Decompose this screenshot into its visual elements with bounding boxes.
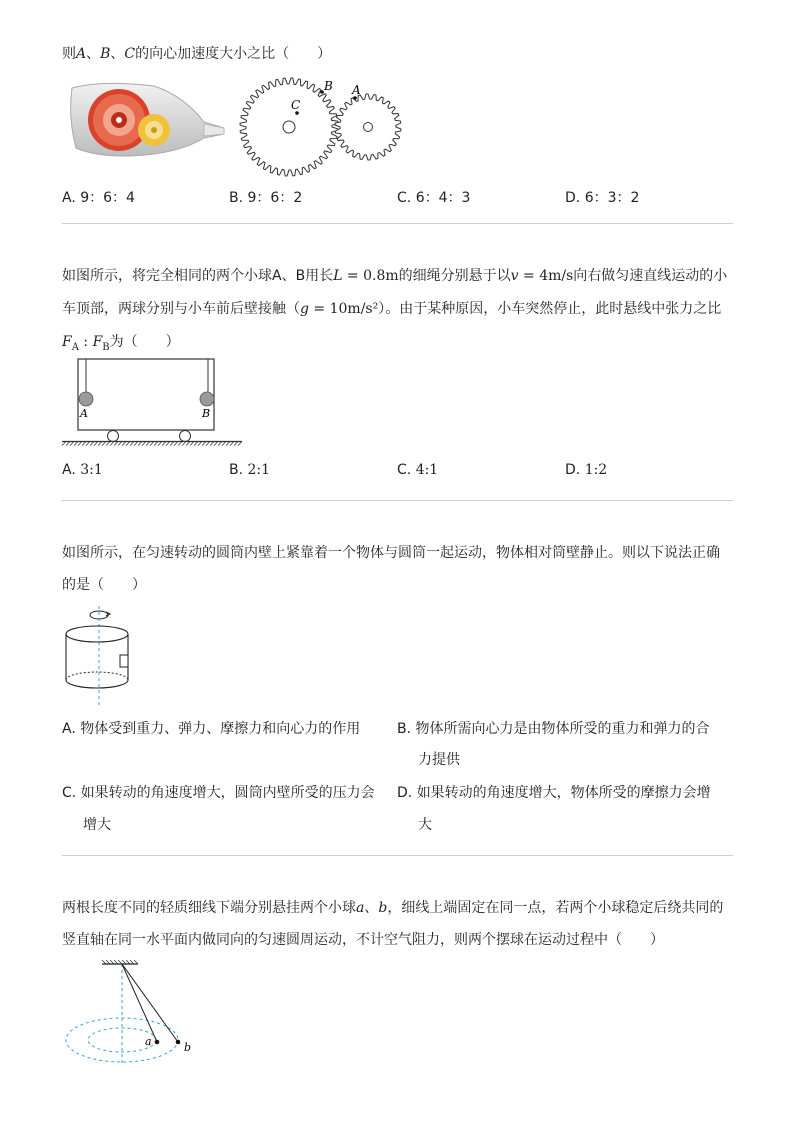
q3-option-c-cont: 增大 [83,817,111,833]
label-A: A [352,83,361,97]
q2-option-a[interactable]: A. 3:1 [62,462,103,478]
wheel-right [180,431,191,442]
label-ball-b: B [202,407,211,420]
q3-option-b[interactable]: B. 物体所需向心力是由物体所受的重力和弹力的合 [397,721,710,737]
label-ball-a: A [80,407,88,420]
q3-stem-line1: 如图所示，在匀速转动的圆筒内壁上紧靠着一个物体与圆筒一起运动，物体相对筒壁静止。则以下说法正确 [62,545,720,561]
q2-stem-line1: 如图所示，将完全相同的两个小球A、B用长L = 0.8m的细绳分别悬于以v = 4m/s向右做匀速直线运动的小 [62,268,728,284]
separator-2 [62,500,733,501]
q2-option-d[interactable]: D. 1:2 [565,462,608,478]
ball-a [155,1040,160,1045]
q3-option-b-cont: 力提供 [418,752,460,768]
small-object [120,655,128,667]
separator-3 [62,855,733,856]
cart-diagram [62,355,244,447]
ball-b [176,1040,181,1045]
q1-option-a[interactable]: A. 9：6：4 [62,190,135,206]
q4-stem-line1: 两根长度不同的轻质细线下端分别悬挂两个小球a、b，细线上端固定在同一点，若两个小球稳定后绕共同的 [62,900,724,916]
conical-pendulum-diagram [62,956,202,1068]
label-b: b [184,1041,192,1054]
q1-option-b[interactable]: B. 9：6：2 [229,190,303,206]
red-gear-icon [88,89,150,151]
q2-stem-line3: $F_A$ : $F_B$为（ ） [62,334,180,353]
q1-stem: 则A、B、C的向心加速度大小之比（ ） [62,46,332,62]
q4-stem-line2: 竖直轴在同一水平面内做同向的匀速圆周运动，不计空气阻力，则两个摆球在运动过程中（ ） [62,932,664,948]
ball-b [200,392,214,406]
correction-tape-photo [64,78,229,160]
yellow-gear-icon [138,114,170,146]
q2-stem-line2: 车顶部，两球分别与小车前后壁接触（g = 10m/s²）。由于某种原因，小车突然停止，此时悬线中张力之比 [62,301,722,317]
gear-diagram [236,75,406,175]
label-B: B [324,79,333,93]
rotation-arrow-icon [90,611,110,619]
q3-option-d-cont: 大 [418,817,432,833]
label-C: C [291,98,301,112]
cart-body [78,359,214,430]
separator-1 [62,223,733,224]
label-a: a [145,1035,152,1048]
small-gear [335,94,401,160]
q2-option-b[interactable]: B. 2:1 [229,462,271,478]
q2-option-c[interactable]: C. 4:1 [397,462,439,478]
q1-option-c[interactable]: C. 6：4：3 [397,190,471,206]
q1-option-d[interactable]: D. 6：3：2 [565,190,640,206]
string-a [122,964,157,1042]
ground-hatch [62,442,242,446]
string-b [122,964,178,1042]
cylinder-diagram [62,603,142,711]
q3-option-a[interactable]: A. 物体受到重力、弹力、摩擦力和向心力的作用 [62,721,361,737]
q3-option-c[interactable]: C. 如果转动的角速度增大，圆筒内壁所受的压力会 [62,785,375,801]
wheel-left [108,431,119,442]
ball-a [79,392,93,406]
q3-stem-line2: 的是（ ） [62,577,146,593]
q3-option-d[interactable]: D. 如果转动的角速度增大，物体所受的摩擦力会增 [397,785,711,801]
